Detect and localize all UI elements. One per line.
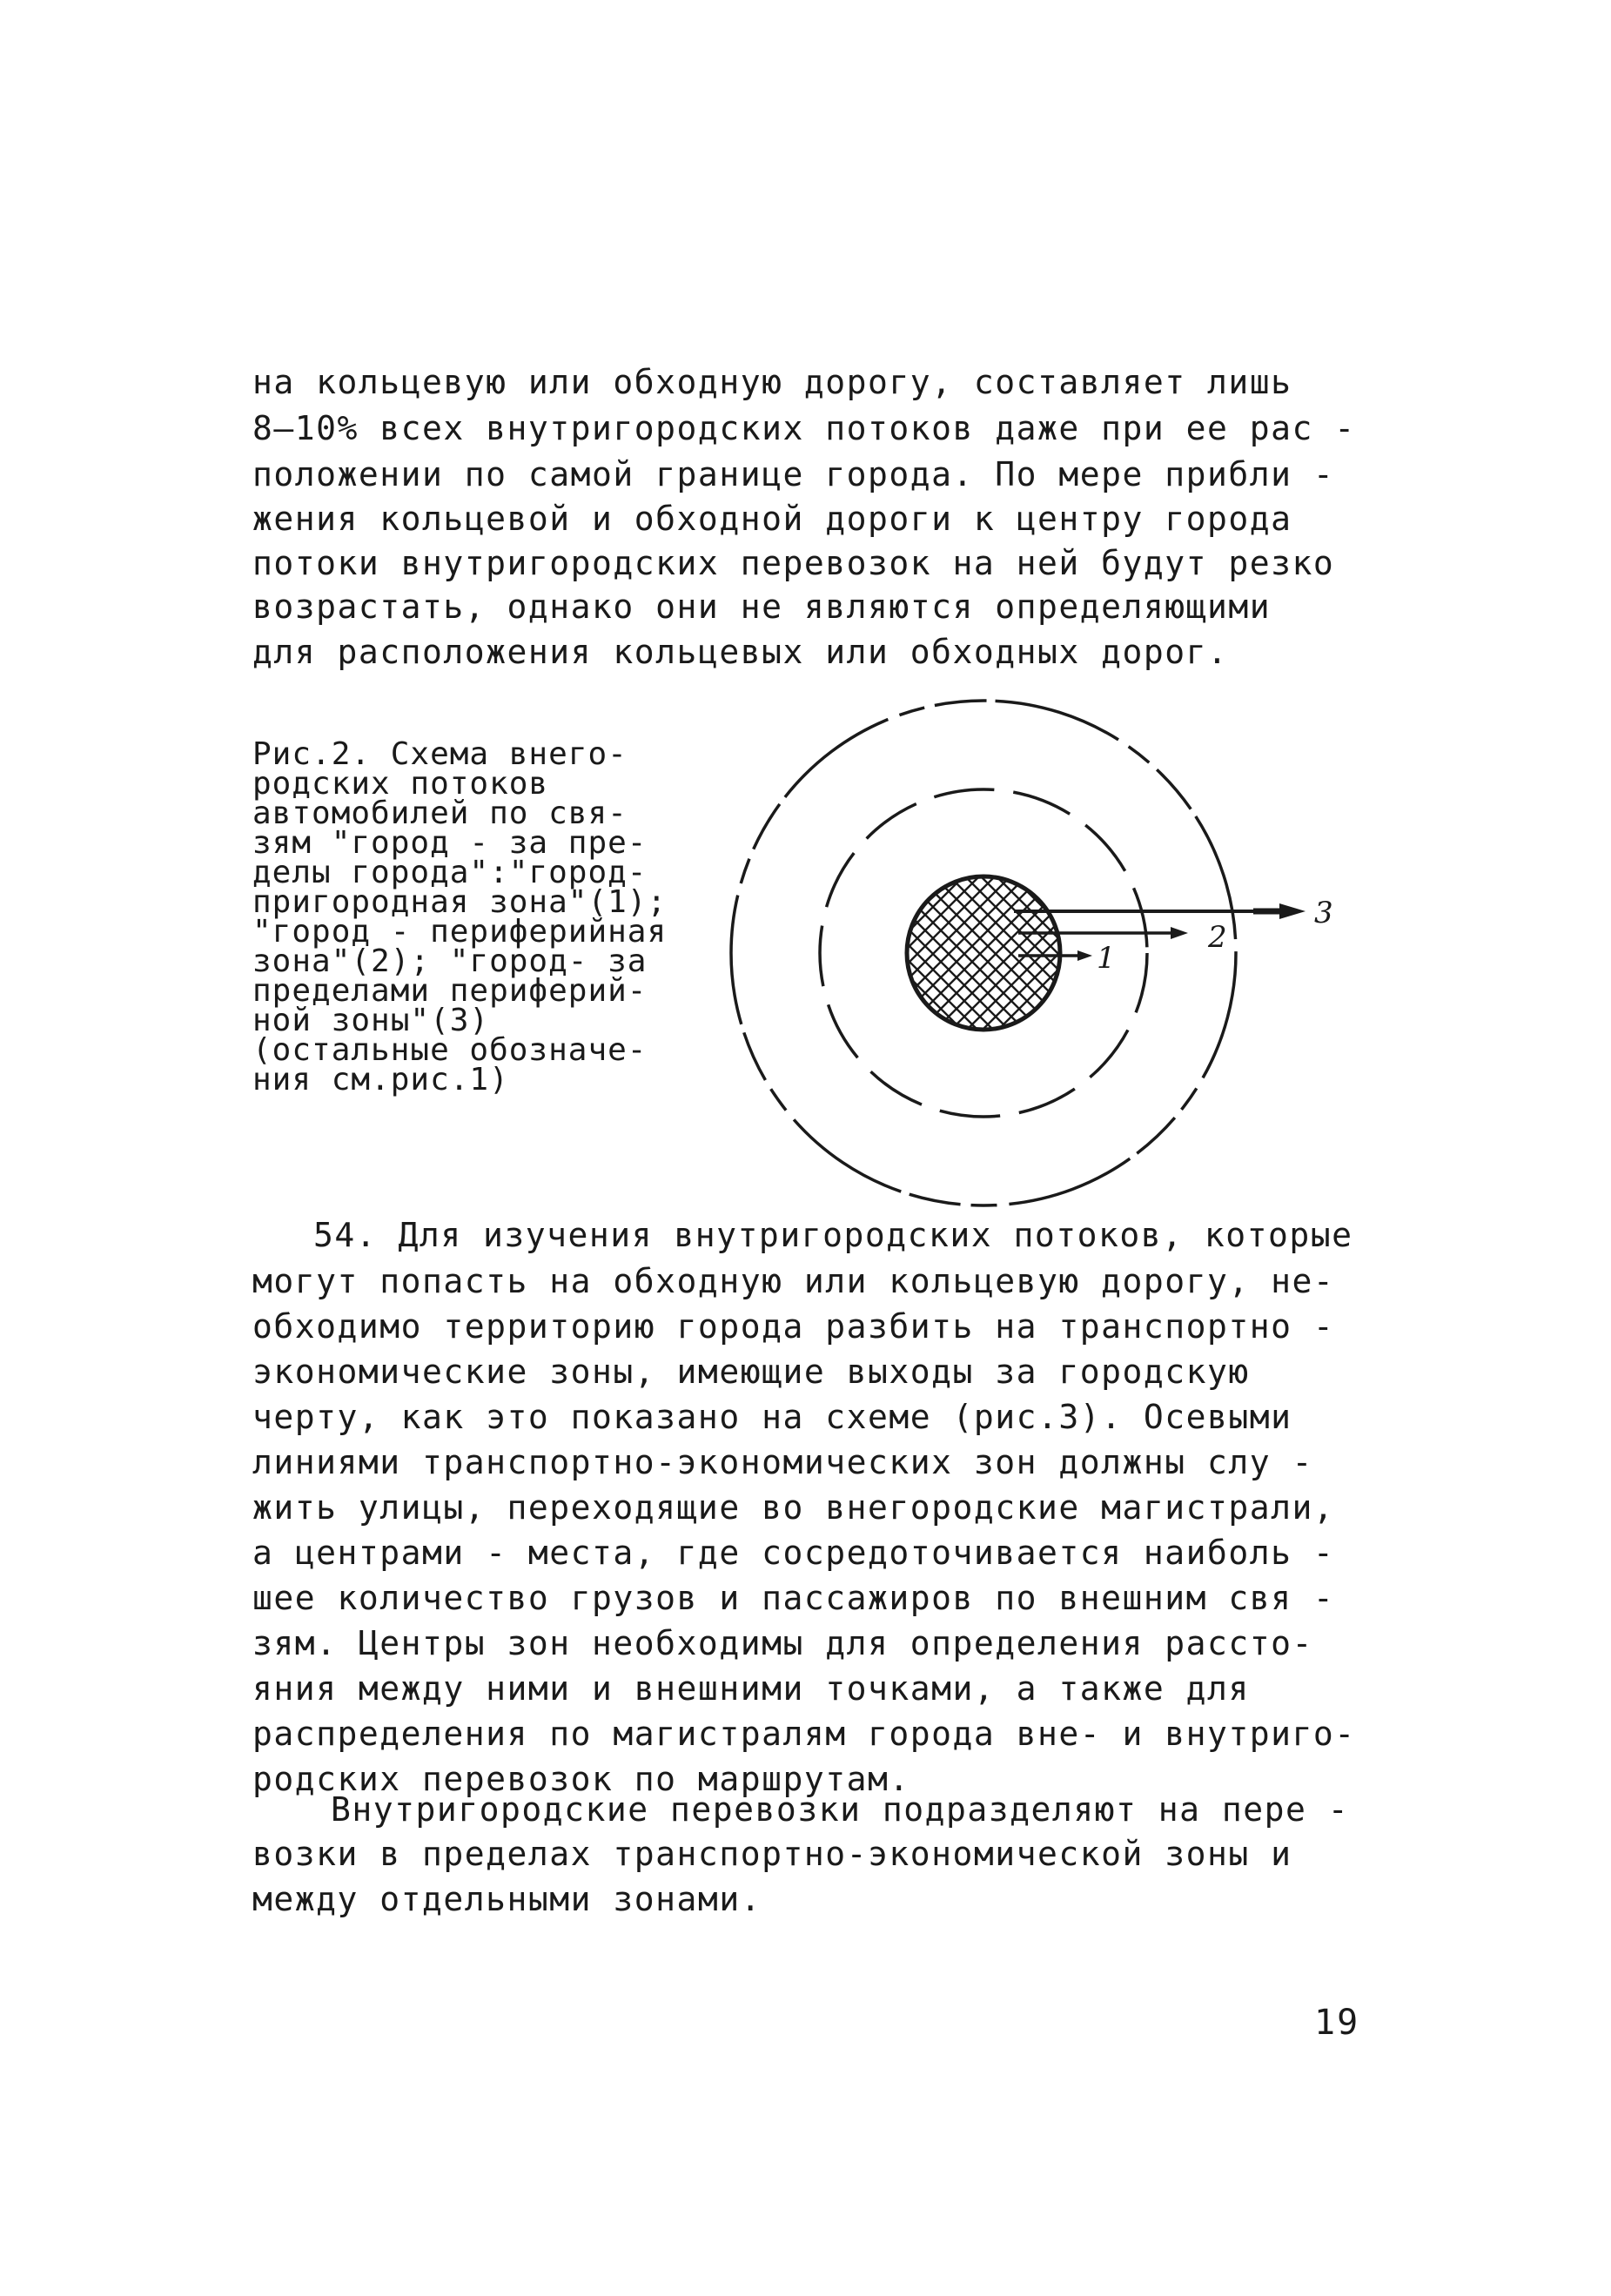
caption-line: (остальные обозначе- — [252, 1032, 648, 1068]
text-line: положении по самой границе города. По мере прибли - — [252, 455, 1335, 493]
text-line: яния между ними и внешними точками, а также для — [252, 1669, 1250, 1708]
text-line: потоки внутригородских перевозок на ней будут резко — [252, 544, 1335, 582]
text-line: обходимо территорию города разбить на транспортно - — [252, 1307, 1335, 1346]
text-line: возрастать, однако они не являются определяющими — [252, 587, 1272, 626]
text-line: жить улицы, переходящие во внегородские магистрали, — [252, 1488, 1335, 1527]
caption-line: делы города":"город- — [252, 855, 648, 890]
caption-line: Рис.2. Схема внего- — [252, 736, 628, 772]
flow-arrow-3 — [1014, 903, 1306, 919]
text-line: линиями транспортно-экономических зон должны слу - — [252, 1443, 1313, 1481]
text-line: распределения по магистралям города вне- и внутриго- — [252, 1715, 1356, 1753]
text-line: Внутригородские перевозки подразделяют на пере - — [331, 1790, 1350, 1829]
caption-line: зям "город - за пре- — [252, 825, 648, 861]
caption-line: зона"(2); "город- за — [252, 943, 648, 979]
text-line: 8–10% всех внутригородских потоков даже при ее рас - — [252, 409, 1356, 447]
text-line: экономические зоны, имеющие выходы за городскую — [252, 1353, 1250, 1391]
text-line: на кольцевую или обходную дорогу, составляет лишь — [252, 363, 1292, 401]
text-line: зям. Центры зон необходимы для определения рассто- — [252, 1624, 1313, 1662]
caption-line: автомобилей по свя- — [252, 796, 628, 831]
caption-line: родских потоков — [252, 766, 549, 802]
flow-label-2: 2 — [1208, 920, 1227, 955]
caption-line: пределами периферий- — [252, 973, 648, 1009]
text-line: 54. Для изучения внутригородских потоков, которые — [313, 1216, 1353, 1254]
text-line: для расположения кольцевых или обходных дорог. — [252, 633, 1229, 671]
text-line: черту, как это показано на схеме (рис.3). Осевыми — [252, 1398, 1292, 1436]
zone-diagram-svg — [714, 688, 1333, 1227]
text-line: возки в пределах транспортно-экономической зоны и — [252, 1835, 1292, 1873]
caption-line: "город - периферийная — [252, 914, 668, 950]
text-line: шее количество грузов и пассажиров по внешним свя - — [252, 1579, 1335, 1617]
text-line: жения кольцевой и обходной дороги к центру города — [252, 500, 1292, 538]
zone-diagram — [714, 688, 1333, 1227]
flow-label-1: 1 — [1097, 941, 1116, 976]
flow-label-3: 3 — [1314, 896, 1333, 930]
caption-line: ной зоны"(3) — [252, 1003, 490, 1038]
city-core — [907, 876, 1060, 1030]
text-line: родских перевозок по маршрутам. — [252, 1760, 910, 1798]
text-line: между отдельными зонами. — [252, 1880, 762, 1918]
text-line: а центрами - места, где сосредоточивается наиболь - — [252, 1534, 1335, 1572]
caption-line: пригородная зона"(1); — [252, 884, 668, 920]
page-number: 19 — [1314, 2003, 1360, 2043]
text-line: могут попасть на обходную или кольцевую дорогу, не- — [252, 1262, 1335, 1300]
caption-line: ния см.рис.1) — [252, 1062, 509, 1098]
